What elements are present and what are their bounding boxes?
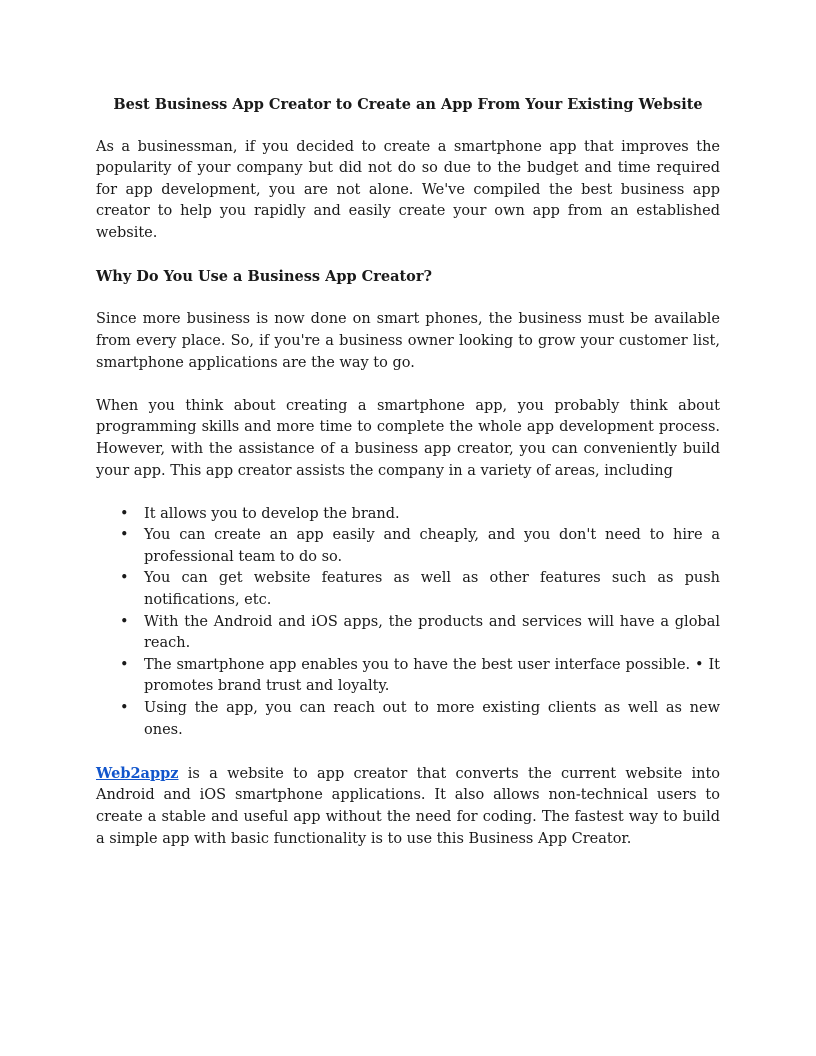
list-item	[120, 655, 720, 698]
paragraph-1: Since more business is now done on smart phones, the business must be available from every place. So, if you're a business owner looking to grow your customer list, smartphone applications are the way to go.	[96, 311, 720, 371]
list-item-text: It allows you to develop the brand.	[144, 505, 400, 522]
list-item-text: Using the app, you can reach out to more existing clients as well as new ones.	[144, 700, 720, 738]
document-title: Best Business App Creator to Create an App From Your Existing Website	[113, 96, 703, 113]
closing-paragraph	[96, 763, 720, 850]
closing-text: is a website to app creator that converts the current website into Android and iOS smartphone applications. It also allows non-technical users to create a stable and useful app without the need for coding. The fastest way to build a simple app with basic functionality is to use this Business App Creator.	[96, 765, 720, 847]
list-item-text: You can create an app easily and cheaply, and you don't need to hire a professional team to do so.	[144, 527, 720, 565]
list-item	[120, 525, 720, 568]
list-item	[120, 698, 720, 741]
bullet-icon: •	[120, 505, 129, 522]
bullet-icon: •	[120, 570, 129, 587]
document-page	[96, 94, 720, 872]
bullet-icon: •	[120, 656, 129, 673]
paragraph-2: When you think about creating a smartphone app, you probably think about programming skills and more time to complete the whole app development process. However, with the assistance of a business app creator, you can conveniently build your app. This app creator assists the company in a variety of areas, including	[96, 397, 720, 479]
list-item	[120, 612, 720, 655]
list-item-text: The smartphone app enables you to have the best user interface possible. • It promotes brand trust and loyalty.	[144, 656, 720, 695]
bullet-icon: •	[120, 613, 129, 630]
web2appz-link[interactable]: Web2appz	[96, 764, 179, 782]
list-item	[120, 568, 720, 611]
section-heading: Why Do You Use a Business App Creator?	[96, 268, 432, 286]
list-item-text: You can get website features as well as other features such as push notifications, etc.	[144, 570, 720, 609]
bullet-icon: •	[120, 527, 129, 544]
bullet-icon: •	[120, 700, 129, 717]
benefits-list	[96, 504, 720, 742]
intro-paragraph: As a businessman, if you decided to create a smartphone app that improves the popularity of your company but did not do so due to the budget and time required for app development, you are not alone. We've compiled the best business app creator to help you rapidly and easily create your own app from an established website.	[96, 138, 720, 241]
list-item-text: With the Android and iOS apps, the products and services will have a global reach.	[144, 613, 720, 652]
list-item	[120, 504, 720, 526]
